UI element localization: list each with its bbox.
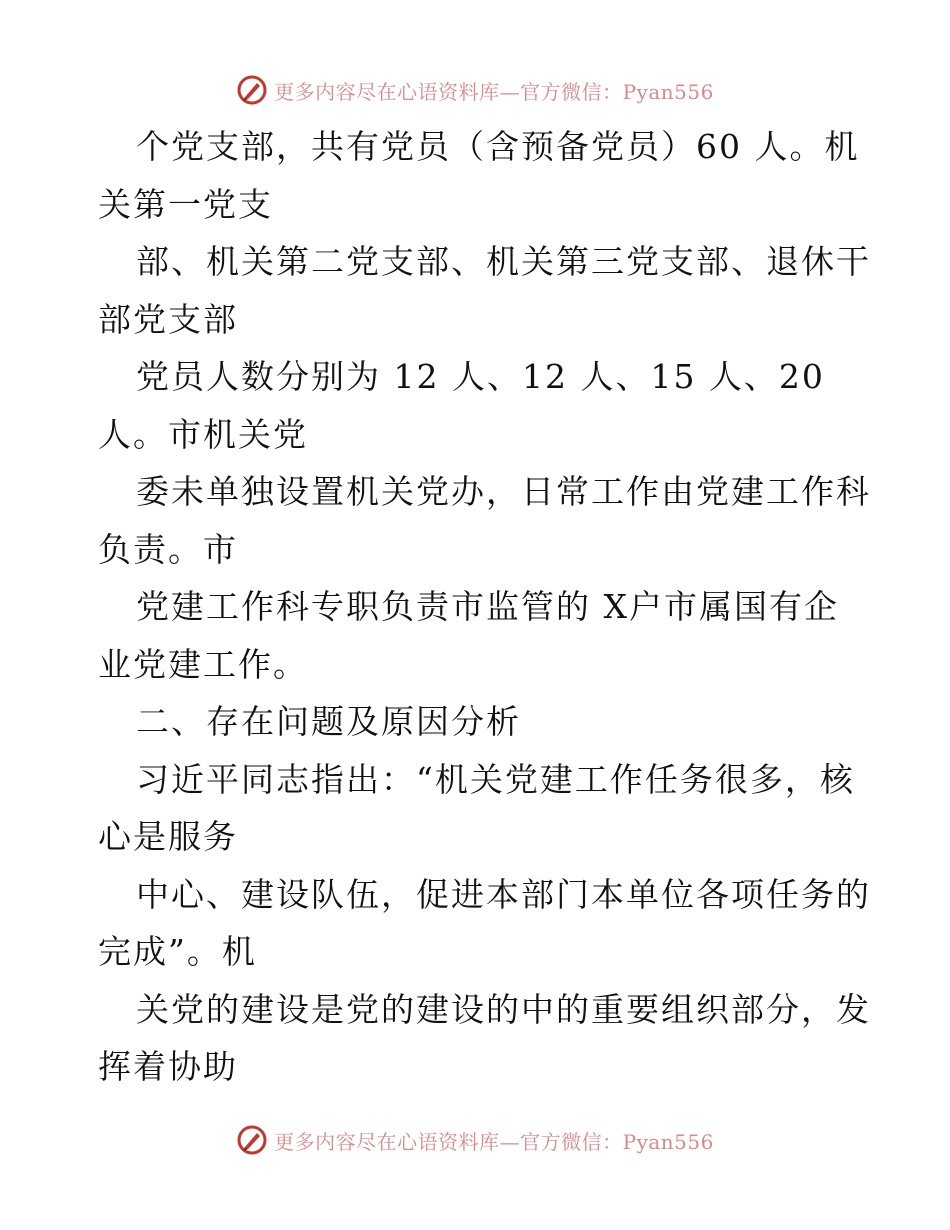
paragraph-line: 部党支部 bbox=[98, 299, 238, 339]
paragraph-line: 党员人数分别为 12 人、12 人、15 人、20 bbox=[136, 357, 825, 396]
header-banner-text: 更多内容尽在心语资料库—官方微信：Pyan556 bbox=[274, 79, 714, 104]
document-body bbox=[98, 118, 871, 1096]
pen-quill-icon bbox=[236, 1124, 268, 1156]
paragraph-line: 个党支部，共有党员（含预备党员）60 人。机 bbox=[136, 127, 860, 166]
paragraph-line: 负责。市 bbox=[98, 529, 238, 569]
paragraph-line: 党建工作科专职负责市监管的 X户市属国有企 bbox=[136, 587, 839, 626]
paragraph-line: 关第一党支 bbox=[98, 184, 273, 224]
paragraph-line: 完成”。机 bbox=[98, 932, 257, 971]
paragraph-line: 习近平同志指出：“机关党建工作任务很多，核 bbox=[136, 759, 855, 799]
footer-banner-text: 更多内容尽在心语资料库—官方微信：Pyan556 bbox=[274, 1129, 714, 1154]
paragraph-line: 部、机关第二党支部、机关第三党支部、退休干 bbox=[136, 242, 871, 281]
paragraph-line: 人。市机关党 bbox=[98, 414, 308, 454]
section-heading: 二、存在问题及原因分析 bbox=[136, 702, 521, 741]
paragraph-line: 挥着协助 bbox=[98, 1047, 238, 1086]
paragraph-line: 关党的建设是党的建设的中的重要组织部分，发 bbox=[136, 989, 871, 1029]
footer-banner bbox=[0, 1120, 950, 1160]
header-banner bbox=[0, 70, 950, 110]
paragraph-line: 心是服务 bbox=[98, 817, 238, 856]
paragraph-line: 中心、建设队伍，促进本部门本单位各项任务的 bbox=[136, 874, 871, 914]
paragraph-line: 委未单独设置机关党办，日常工作由党建工作科 bbox=[136, 472, 871, 511]
paragraph-line: 业党建工作。 bbox=[98, 644, 308, 684]
pen-quill-icon bbox=[236, 74, 268, 106]
